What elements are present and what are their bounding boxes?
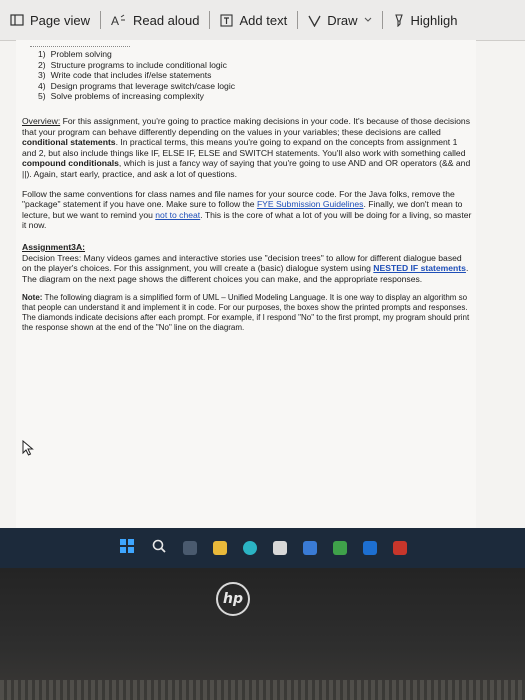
taskbar — [0, 528, 525, 568]
laptop-bezel — [0, 568, 525, 700]
note-label: Note: — [22, 293, 43, 303]
edge-browser-icon[interactable] — [243, 541, 257, 555]
overview-paragraph: Overview: For this assignment, you're going to practice making decisions in your code. It's because of those decisions that your program can behave differently depending on the values in your variables; these decisions are called conditional statements. In practical terms, this means you're going to expand on the concepts from assignment 1 and 2, but also include things like IF, ELSE IF, ELSE and SWITCH statements. You'll also work with something called compound conditionals, which is just a fancy way of saying that you're going to use AND and OR operators (&& and ||). Again, start early, practice, and ask a lot of questions. — [22, 115, 471, 179]
chevron-down-icon[interactable] — [364, 17, 372, 23]
overview-label: Overview: — [22, 115, 61, 126]
fye-guidelines-link[interactable]: FYE Submission Guidelines — [256, 199, 364, 210]
svg-text:A: A — [110, 14, 119, 26]
nested-if-link[interactable]: NESTED IF statements — [373, 263, 466, 274]
highlight-label: Highligh — [410, 12, 458, 28]
draw-label: Draw — [327, 12, 358, 28]
app-icon[interactable] — [303, 541, 317, 555]
search-icon[interactable] — [151, 538, 167, 559]
add-text-icon — [220, 14, 233, 27]
page-view-label: Page view — [30, 12, 90, 28]
page-view-button[interactable] — [0, 0, 100, 40]
keyboard-edge — [0, 680, 525, 700]
read-aloud-button[interactable] — [101, 0, 210, 40]
draw-icon — [308, 14, 321, 27]
list-item: 2) Structure programs to include conditional logic — [38, 59, 227, 70]
conventions-paragraph: Follow the same conventions for class names and file names for your source code. For the Java folks, remove the "package" statement if you have one. Make sure to follow the FYE Submission Guidelines. Finally, we don't mean to lecture, but we want to remind you not to cheat. This is the core of what a lot of you will be doing for a living, so master it now. — [22, 188, 472, 231]
assignment-section: Assignment3A: Decision Trees: Many videos games and interactive stories use "decision trees" to allow for different dialogue based on the player's choices. For this assignment, you will create a (basic) dialogue system using NESTED IF statements. The diagram on the next page shows the different choices you can make, and the appropriate responses. — [22, 242, 472, 284]
cut-off-heading — [30, 40, 130, 47]
list-item: 4) Design programs that leverage switch/case logic — [38, 80, 236, 91]
note-paragraph: Note: The following diagram is a simplified form of UML – Unified Modeling Language. It is one way to display an algorithm so that people can understand it and implement it in code. For our purposes, the boxes show the printed prompts and responses. The diamonds indicate decisions after each prompt. For example, if I respond "No" to the first prompt, my program should print the response shown at the end of the "No" line on the diagram. — [22, 293, 470, 333]
not-to-cheat-link[interactable]: not to cheat — [155, 209, 201, 220]
app-icon[interactable] — [333, 541, 347, 555]
windows-start-icon[interactable] — [119, 538, 135, 559]
add-text-label: Add text — [239, 12, 288, 28]
pdf-toolbar — [0, 0, 525, 41]
add-text-button[interactable] — [210, 0, 297, 40]
goals-list — [16, 49, 476, 102]
file-explorer-icon[interactable] — [213, 541, 227, 555]
read-aloud-label: Read aloud — [132, 12, 200, 28]
draw-button[interactable] — [298, 0, 381, 40]
mail-icon[interactable] — [363, 541, 377, 555]
app-icon[interactable] — [273, 541, 287, 555]
document-page — [16, 40, 476, 528]
task-view-icon[interactable] — [183, 541, 197, 555]
assignment-heading: Assignment3A: — [22, 241, 86, 252]
highlight-button[interactable] — [383, 0, 468, 40]
mouse-cursor-icon — [22, 440, 34, 461]
list-item: 5) Solve problems of increasing complexity — [38, 91, 204, 102]
highlighter-icon — [393, 14, 405, 27]
page-view-icon — [10, 14, 24, 26]
hp-logo: hp — [216, 582, 250, 616]
list-item: 3) Write code that includes if/else statements — [38, 70, 212, 81]
list-item: 1) Problem solving — [38, 49, 112, 59]
read-aloud-icon — [111, 14, 127, 26]
app-icon[interactable] — [393, 541, 407, 555]
